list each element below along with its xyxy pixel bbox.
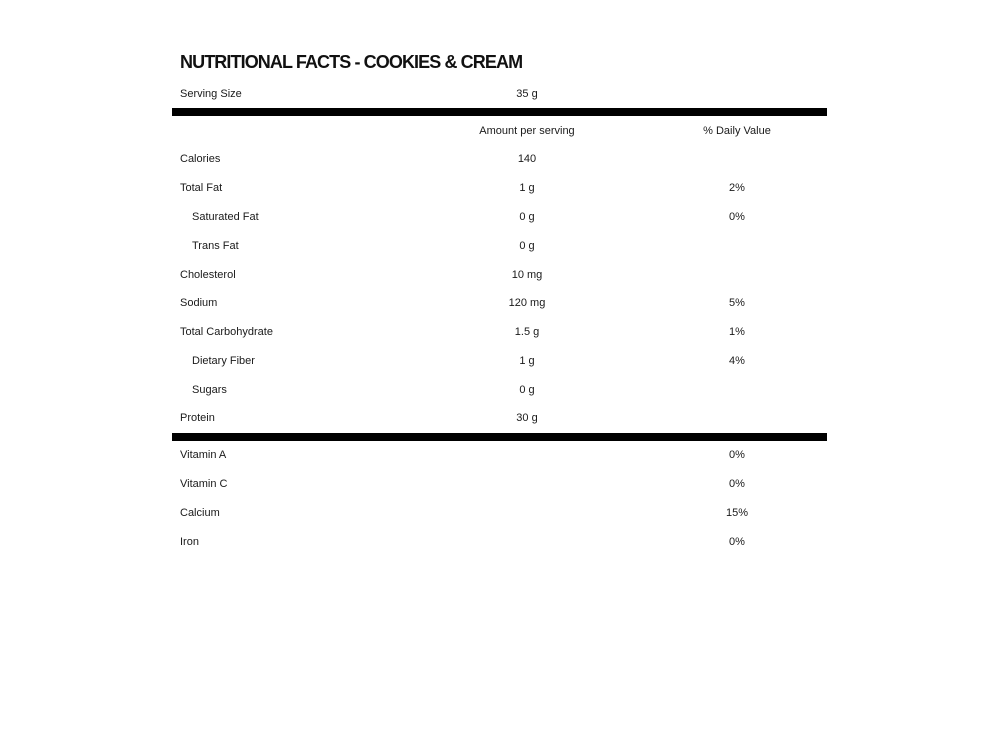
daily-value-header: % Daily Value bbox=[703, 125, 771, 137]
nutrient-row bbox=[172, 207, 827, 227]
nutrient-label: Saturated Fat bbox=[192, 211, 259, 223]
vitamin-label: Vitamin C bbox=[180, 478, 228, 490]
nutrient-daily-value: 5% bbox=[729, 297, 745, 309]
vitamin-label: Vitamin A bbox=[180, 449, 227, 461]
serving-size-label: Serving Size bbox=[180, 88, 242, 100]
vitamin-daily-value: 0% bbox=[729, 478, 745, 490]
nutrient-amount: 0 g bbox=[519, 211, 535, 223]
nutrient-row bbox=[172, 149, 827, 169]
column-header-row bbox=[172, 121, 827, 141]
nutrient-label: Total Carbohydrate bbox=[180, 326, 273, 338]
vitamin-label: Iron bbox=[180, 536, 199, 548]
nutrient-row bbox=[172, 265, 827, 285]
nutrient-label: Dietary Fiber bbox=[192, 355, 255, 367]
vitamin-row bbox=[172, 532, 827, 552]
nutrient-label: Sugars bbox=[192, 384, 227, 396]
nutrient-label: Sodium bbox=[180, 297, 218, 309]
nutrient-daily-value: 2% bbox=[729, 182, 745, 194]
nutrient-amount: 120 mg bbox=[508, 297, 546, 309]
nutrition-title: NUTRITIONAL FACTS - COOKIES & CREAM bbox=[180, 52, 523, 72]
nutrient-row bbox=[172, 408, 827, 428]
vitamin-daily-value: 15% bbox=[725, 507, 749, 519]
nutrient-amount: 140 bbox=[517, 153, 537, 165]
vitamin-row bbox=[172, 474, 827, 494]
nutrient-label: Calories bbox=[180, 153, 221, 165]
nutrient-daily-value: 0% bbox=[729, 211, 745, 223]
vitamin-row bbox=[172, 503, 827, 523]
nutrient-label: Protein bbox=[180, 412, 215, 424]
serving-size-row bbox=[172, 84, 827, 104]
thick-divider-top bbox=[172, 108, 827, 116]
nutrient-row bbox=[172, 293, 827, 313]
vitamin-row bbox=[172, 445, 827, 465]
nutrient-label: Trans Fat bbox=[192, 240, 239, 252]
nutrient-label: Cholesterol bbox=[180, 269, 236, 281]
nutrient-amount: 1 g bbox=[519, 182, 535, 194]
nutrient-amount: 0 g bbox=[519, 384, 535, 396]
nutrient-amount: 1 g bbox=[519, 355, 535, 367]
nutrient-amount: 30 g bbox=[516, 412, 538, 424]
nutrient-row bbox=[172, 380, 827, 400]
nutrient-amount: 0 g bbox=[519, 240, 535, 252]
nutrient-amount: 1.5 g bbox=[514, 326, 540, 338]
nutrient-row bbox=[172, 236, 827, 256]
amount-per-serving-header: Amount per serving bbox=[479, 125, 575, 137]
serving-size-value: 35 g bbox=[516, 88, 538, 100]
vitamin-daily-value: 0% bbox=[729, 449, 745, 461]
nutrient-label: Total Fat bbox=[180, 182, 223, 194]
vitamin-label: Calcium bbox=[180, 507, 220, 519]
thick-divider-bottom bbox=[172, 433, 827, 441]
nutrient-row bbox=[172, 178, 827, 198]
vitamin-daily-value: 0% bbox=[729, 536, 745, 548]
nutrient-daily-value: 1% bbox=[729, 326, 745, 338]
nutrient-row bbox=[172, 322, 827, 342]
nutrient-amount: 10 mg bbox=[511, 269, 543, 281]
nutrient-row bbox=[172, 351, 827, 371]
nutrient-daily-value: 4% bbox=[729, 355, 745, 367]
